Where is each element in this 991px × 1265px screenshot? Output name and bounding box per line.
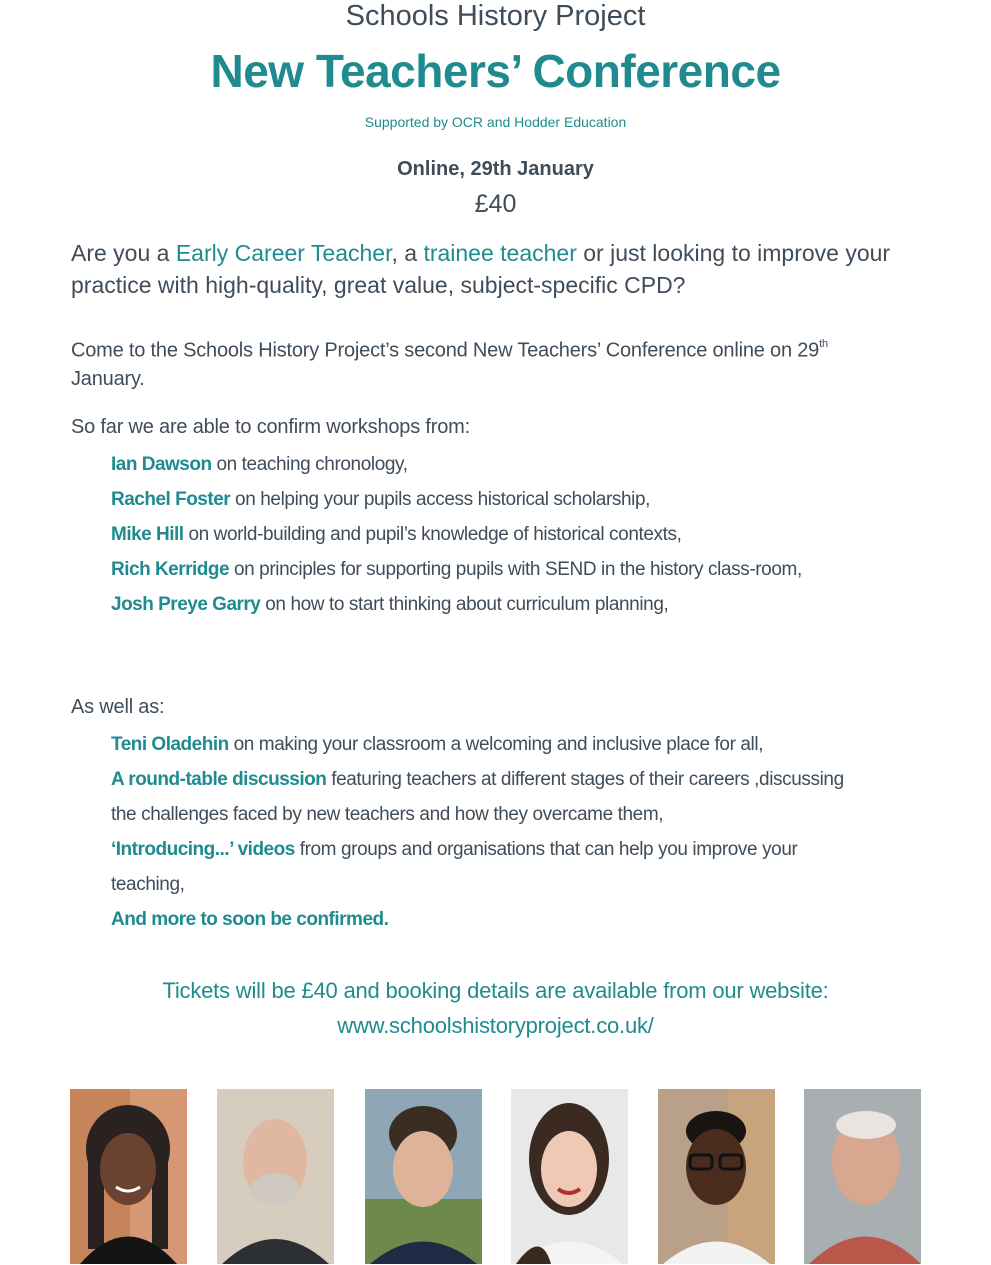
speaker-name: Ian Dawson [111,454,212,475]
list-item [111,902,851,937]
organisation-name: Schools History Project [345,0,646,32]
speaker-photo [511,1089,628,1264]
session-name: A round-table discussion [111,769,327,790]
speaker-name: Rachel Foster [111,489,231,510]
speaker-photos [70,1089,921,1264]
list-item [111,587,851,622]
invitation-text: Come to the Schools History Project’s second New Teachers’ Conference online on 29 [71,339,820,362]
speaker-name: Josh Preye Garry [111,594,261,615]
list-item [111,727,851,762]
event-price: £40 [474,190,517,218]
workshops-list [111,447,851,622]
speaker-name: Rich Kerridge [111,559,230,580]
speaker-photo [217,1089,334,1264]
sponsor-line: Supported by OCR and Hodder Education [364,114,627,130]
list-item [111,552,851,587]
invitation-end: January. [71,367,145,390]
tickets-info [0,973,991,1043]
trainee-teacher-highlight: trainee teacher [423,240,577,266]
website-link[interactable]: www.schoolshistoryproject.co.uk/ [337,1013,654,1038]
session-name: ‘Introducing...’ videos [111,839,295,860]
speaker-photo [70,1089,187,1264]
workshop-topic: on world-building and pupil’s knowledge of historical contexts, [183,524,682,545]
extras-lead: As well as: [71,696,165,718]
list-item [111,482,851,517]
intro-paragraph [71,237,911,301]
ordinal-suffix: th [819,338,828,350]
event-date: Online, 29th January [397,158,594,180]
extra-description: featuring teachers at different stages of their careers ,discussing the challenges faced by new teachers and how they overcame them, [111,769,844,825]
list-item [111,832,851,902]
workshop-topic: on helping your pupils access historical scholarship, [230,489,651,510]
intro-text-1: Are you a [71,240,176,266]
early-career-teacher-highlight: Early Career Teacher [175,240,392,266]
speaker-name: Mike Hill [111,524,184,545]
extra-description: on making your classroom a welcoming and inclusive place for all, [228,734,764,755]
intro-text-2: , a [391,240,424,266]
extra-description: from groups and organisations that can help you improve your teaching, [111,839,798,895]
speaker-photo [365,1089,482,1264]
closing-note: And more to soon be confirmed. [111,909,389,930]
list-item [111,762,851,832]
invitation-paragraph [71,332,911,393]
speaker-photo [804,1089,921,1264]
workshop-topic: on principles for supporting pupils with SEND in the history class-room, [229,559,802,580]
workshop-topic: on teaching chronology, [211,454,408,475]
list-item [111,517,851,552]
page-title: New Teachers’ Conference [210,45,781,97]
intro-text-3: or just looking to improve your practice with high-quality, great value, subject-specific CPD? [71,240,891,298]
list-item [111,447,851,482]
speaker-name: Teni Oladehin [111,734,229,755]
tickets-line: Tickets will be £40 and booking details are available from our website: [162,978,829,1003]
workshops-lead: So far we are able to confirm workshops from: [71,416,470,438]
speaker-photo [658,1089,775,1264]
workshop-topic: on how to start thinking about curriculum planning, [260,594,669,615]
extras-list [111,727,851,937]
